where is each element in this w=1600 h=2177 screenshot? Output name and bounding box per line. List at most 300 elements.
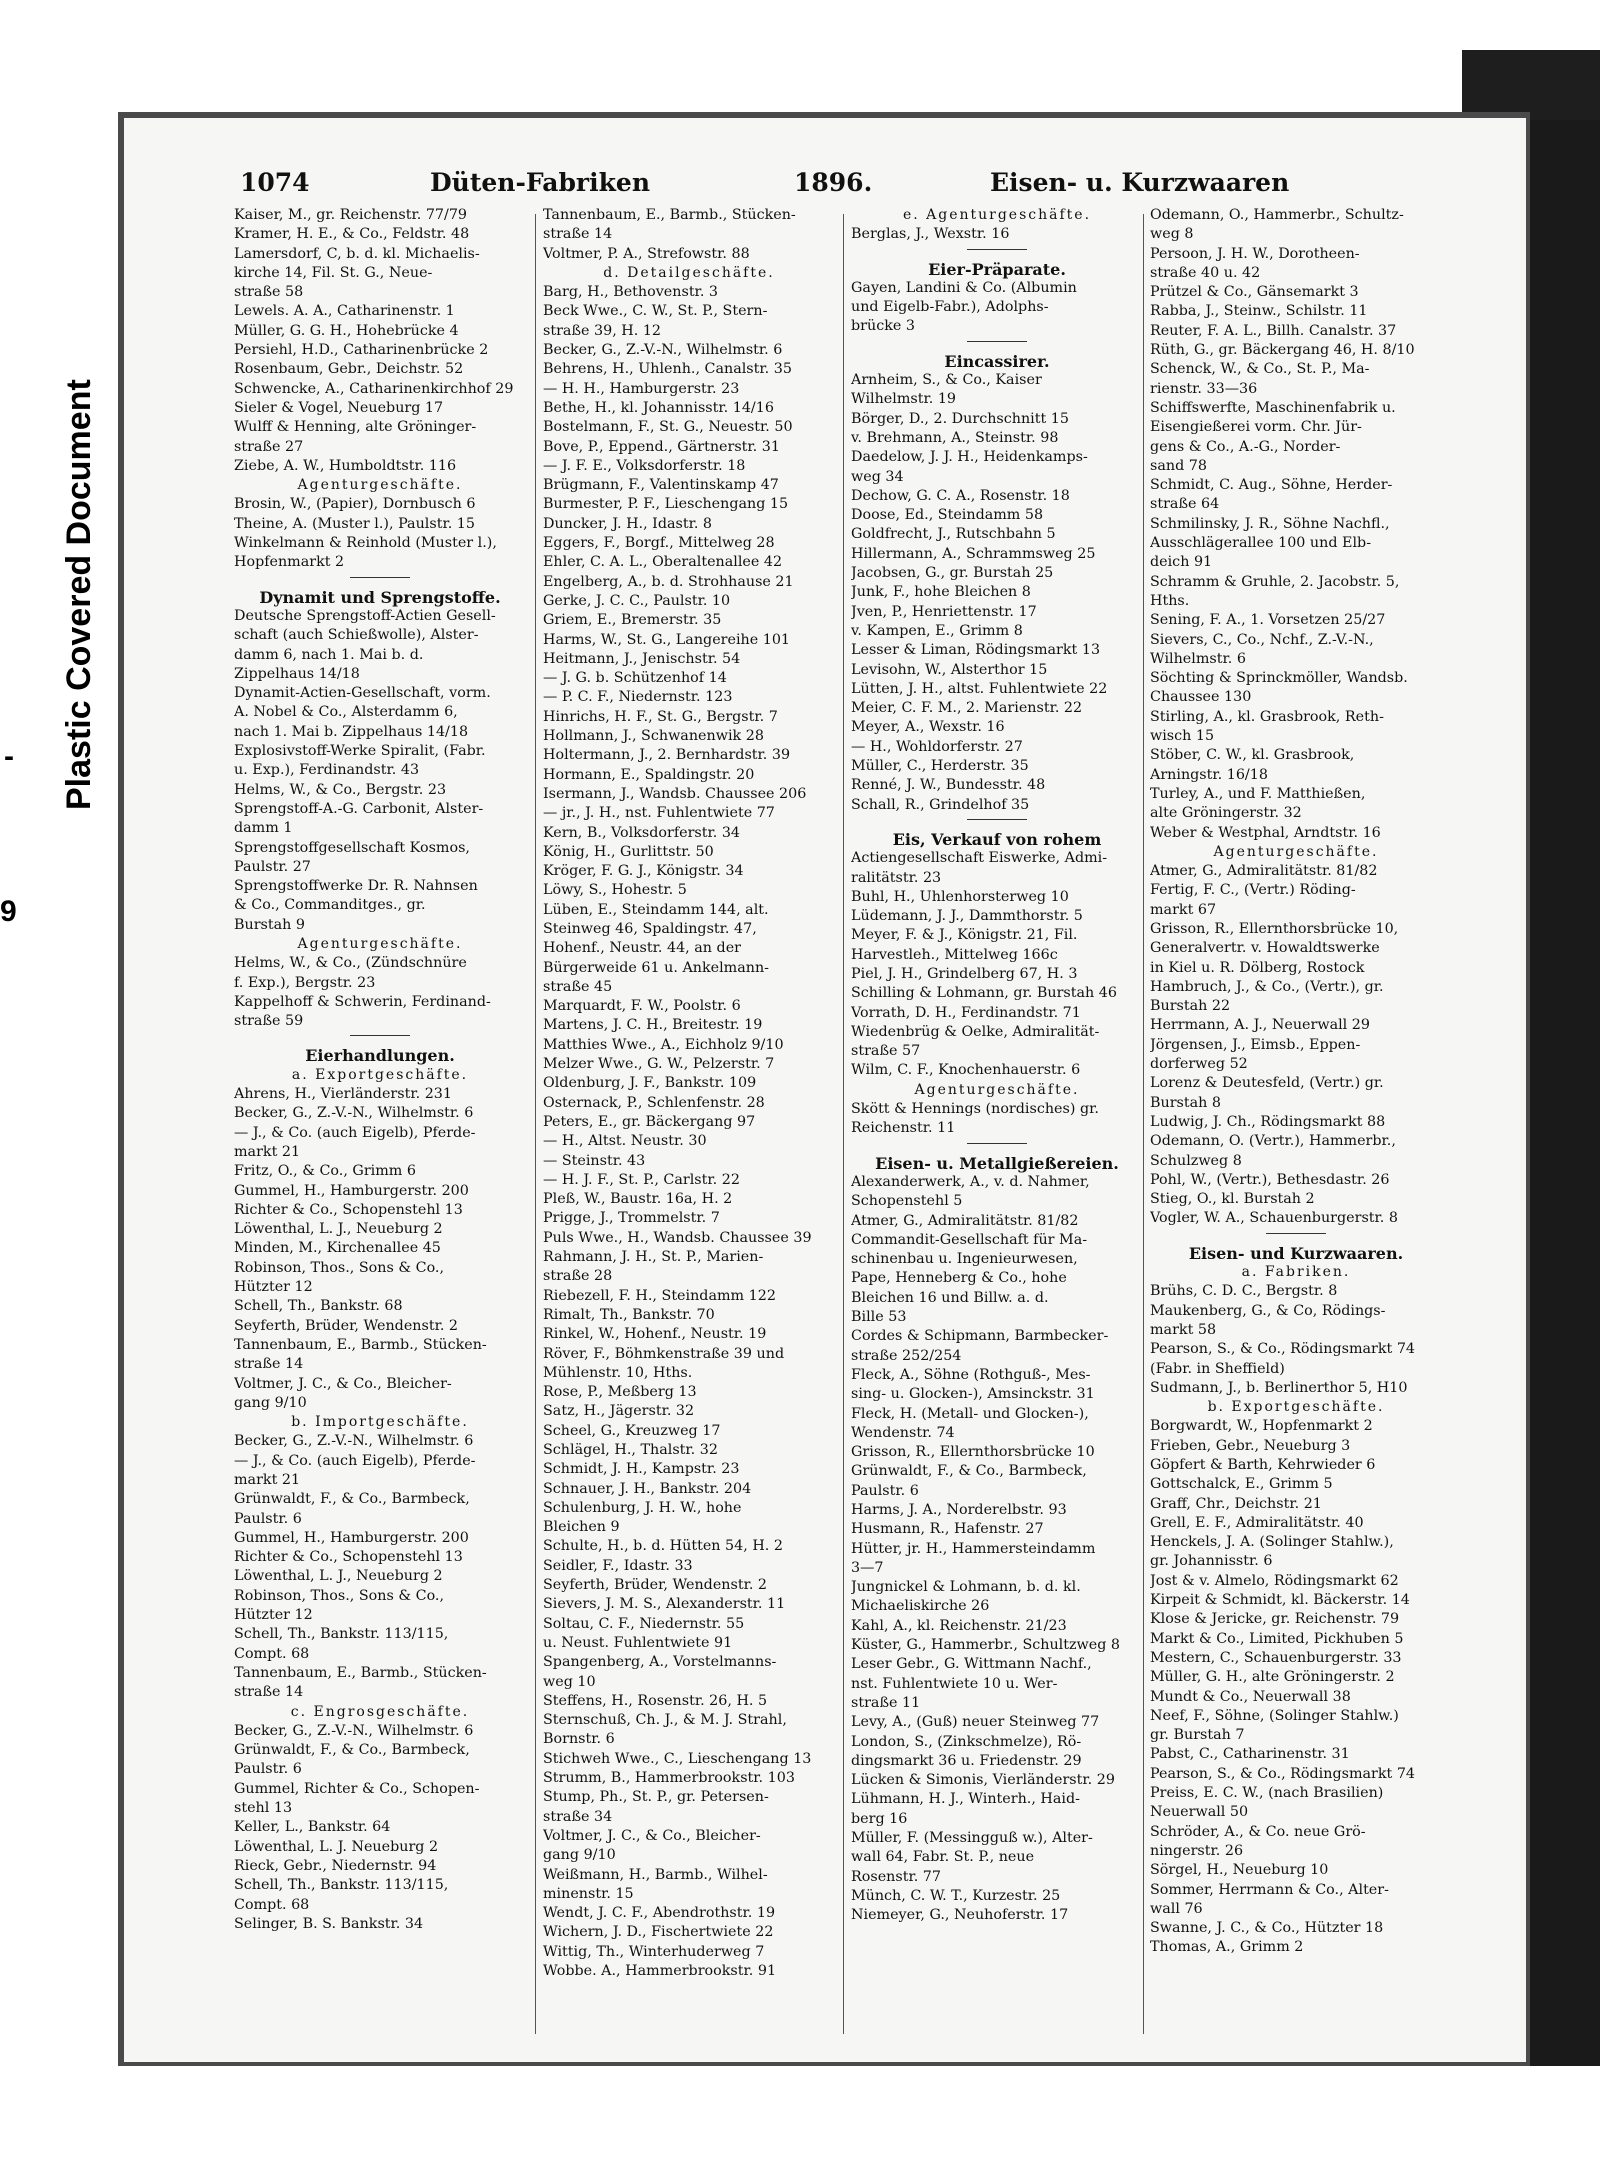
directory-entry: Seyferth, Brüder, Wendenstr. 2 (234, 1317, 459, 1334)
subsection-label: e. Agenturgeschäfte. (902, 207, 1092, 223)
directory-entry: Rosenstr. 77 (851, 1868, 942, 1885)
directory-entry: Wilhelmstr. 6 (1150, 650, 1246, 667)
directory-entry: Röver, F., Böhmkenstraße 39 und (543, 1345, 785, 1362)
directory-entry: sand 78 (1150, 457, 1207, 474)
directory-entry: — P. C. F., Niedernstr. 123 (543, 689, 733, 706)
directory-entry: Vogler, W. A., Schauenburgerstr. 8 (1150, 1210, 1398, 1227)
directory-entry: Jacobsen, G., gr. Burstah 25 (851, 565, 1054, 582)
subsection-label: b. Importgeschäfte. (291, 1414, 469, 1431)
directory-entry: straße 57 (851, 1043, 921, 1060)
section-divider (1266, 1233, 1326, 1234)
directory-entry: Meyer, A., Wexstr. 16 (851, 719, 1005, 736)
directory-entry: Schwencke, A., Catharinenkirchhof 29 (234, 380, 514, 397)
directory-entry: Scheel, G., Kreuzweg 17 (543, 1422, 721, 1439)
directory-entry: Bille 53 (851, 1309, 907, 1326)
directory-entry: Ahrens, H., Vierländerstr. 231 (234, 1086, 452, 1103)
subsection-label: Agenturgeschäfte. (297, 477, 463, 494)
directory-entry: Kröger, F. G. J., Königstr. 34 (543, 863, 744, 880)
directory-entry: Lamersdorf, C, b. d. kl. Michaelis- (234, 245, 480, 262)
directory-entry: Skött & Hennings (nordisches) gr. (851, 1101, 1099, 1118)
category-heading: Eincassirer. (944, 351, 1050, 371)
directory-entry: Pleß, W., Baustr. 16a, H. 2 (543, 1191, 733, 1208)
directory-entry: Bleichen 16 und Billw. a. d. (851, 1289, 1049, 1306)
directory-entry: Tannenbaum, E., Barmb., Stücken- (543, 207, 796, 223)
directory-entry: Schenck, W., & Co., St. P., Ma- (1150, 361, 1370, 378)
directory-entry: Hütter, jr. H., Hammersteindamm (851, 1540, 1096, 1557)
directory-entry: Müller, C., Herderstr. 35 (851, 758, 1029, 775)
page-number: 1074 (240, 168, 310, 197)
directory-entry: — J. F. E., Volksdorferstr. 18 (543, 457, 746, 474)
directory-entry: Göpfert & Barth, Kehrwieder 6 (1150, 1457, 1376, 1473)
directory-entry: Grell, E. F., Admiralitätstr. 40 (1150, 1514, 1364, 1531)
section-divider (350, 577, 410, 578)
directory-entry: kirche 14, Fil. St. G., Neue- (234, 264, 433, 281)
column-rule (843, 214, 844, 2034)
directory-entry: — H., Altst. Neustr. 30 (543, 1133, 707, 1150)
directory-entry: Sievers, C., Co., Nchf., Z.-V.-N., (1150, 631, 1374, 648)
directory-entry: gr. Johannisstr. 6 (1150, 1553, 1273, 1570)
left-running-title: Düten-Fabriken (430, 168, 650, 197)
directory-entry: Tannenbaum, E., Barmb., Stücken- (234, 1336, 487, 1353)
directory-entry: nach 1. Mai b. Zippelhaus 14/18 (234, 723, 469, 740)
subsection-label: Agenturgeschäfte. (297, 935, 463, 952)
category-heading: Eierhandlungen. (305, 1046, 455, 1066)
directory-entry: A. Nobel & Co., Alsterdamm 6, (234, 704, 458, 721)
directory-entry: Hopfenmarkt 2 (234, 554, 345, 571)
directory-entry: Selinger, B. S. Bankstr. 34 (234, 1915, 424, 1932)
directory-entry: Seyferth, Brüder, Wendenstr. 2 (543, 1577, 768, 1594)
directory-entry: Gummel, H., Hamburgerstr. 200 (234, 1182, 469, 1199)
directory-entry: Klose & Jericke, gr. Reichenstr. 79 (1150, 1611, 1400, 1628)
directory-entry: Osternack, P., Schlenfenstr. 28 (543, 1094, 765, 1111)
directory-entry: — H. H., Hamburgerstr. 23 (543, 380, 740, 397)
directory-column (543, 206, 835, 2046)
directory-entry: Becker, G., Z.-V.-N., Wilhelmstr. 6 (543, 342, 783, 359)
directory-entry: Voltmer, J. C., & Co., Bleicher- (543, 1827, 761, 1844)
directory-entry: Wulff & Henning, alte Gröninger- (234, 419, 477, 436)
directory-entry: Frieben, Gebr., Neueburg 3 (1150, 1437, 1351, 1454)
directory-entry: Grisson, R., Ellernthorsbrücke 10, (1150, 920, 1399, 937)
directory-entry: straße 58 (234, 284, 304, 301)
edge-mark: - (4, 740, 14, 773)
directory-entry: Spangenberg, A., Vorstelmanns- (543, 1654, 777, 1671)
directory-entry: Küster, G., Hammerbr., Schultzweg 8 (851, 1637, 1121, 1654)
directory-entry: minenstr. 15 (543, 1885, 634, 1902)
directory-entry: Theine, A. (Muster l.), Paulstr. 15 (234, 515, 475, 532)
directory-entry: — J., & Co. (auch Eigelb), Pferde- (234, 1452, 476, 1469)
directory-entry: markt 58 (1150, 1321, 1217, 1338)
directory-entry: Mestern, C., Schauenburgerstr. 33 (1150, 1649, 1402, 1666)
directory-entry: Neuerwall 50 (1150, 1804, 1249, 1821)
directory-entry: Meyer, F. & J., Königstr. 21, Fil. (851, 927, 1078, 944)
directory-entry: Löwenthal, L. J., Neueburg 2 (234, 1221, 443, 1238)
directory-entry: Duncker, J. H., Idastr. 8 (543, 515, 713, 532)
directory-entry: brücke 3 (851, 318, 915, 335)
directory-entry: Bornstr. 6 (543, 1731, 615, 1748)
directory-entry: Bleichen 9 (543, 1519, 620, 1536)
directory-entry: Henckels, J. A. (Solinger Stahlw.), (1150, 1534, 1394, 1551)
directory-entry: Fertig, F. C., (Vertr.) Röding- (1150, 882, 1356, 899)
directory-entry: Gummel, H., Hamburgerstr. 200 (234, 1529, 469, 1546)
directory-entry: Schiffswerfte, Maschinenfabrik u. (1150, 399, 1396, 416)
directory-entry: Kaiser, M., gr. Reichenstr. 77/79 (234, 207, 468, 223)
directory-entry: Wendt, J. C. F., Abendrothstr. 19 (543, 1905, 776, 1922)
directory-entry: Isermann, J., Wandsb. Chaussee 206 (543, 785, 807, 802)
directory-entry: Ludwig, J. Ch., Rödingsmarkt 88 (1150, 1113, 1386, 1130)
directory-entry: Chaussee 130 (1150, 689, 1252, 706)
directory-entry: König, H., Gurlittstr. 50 (543, 843, 714, 860)
directory-entry: markt 21 (234, 1143, 301, 1160)
directory-entry: Jost & v. Almelo, Rödingsmarkt 62 (1150, 1572, 1399, 1589)
category-heading: Dynamit und Sprengstoffe. (259, 587, 501, 607)
directory-entry: Löwenthal, L. J. Neueburg 2 (234, 1838, 439, 1855)
directory-entry: Robinson, Thos., Sons & Co., (234, 1259, 445, 1276)
directory-entry: Sternschuß, Ch. J., & M. J. Strahl, (543, 1712, 787, 1729)
directory-entry: Holtermann, J., 2. Bernhardstr. 39 (543, 747, 791, 764)
directory-entry: Neef, F., Söhne, (Solinger Stahlw.) (1150, 1707, 1399, 1724)
directory-entry: Turley, A., und F. Matthießen, (1150, 785, 1366, 802)
directory-entry: Becker, G., Z.-V.-N., Wilhelmstr. 6 (234, 1105, 474, 1122)
category-heading: Eisen- u. Metallgießereien. (875, 1153, 1119, 1173)
directory-entry: Stichweh Wwe., C., Lieschengang 13 (543, 1750, 812, 1767)
directory-entry: gr. Burstah 7 (1150, 1727, 1245, 1744)
directory-entry: Persiehl, H.D., Catharinenbrücke 2 (234, 342, 489, 359)
directory-entry: Weber & Westphal, Arndtstr. 16 (1150, 824, 1381, 841)
directory-entry: Ziebe, A. W., Humboldtstr. 116 (234, 457, 457, 474)
directory-entry: Müller, G. G. H., Hohebrücke 4 (234, 322, 459, 339)
directory-entry: Maukenberg, G., & Co, Rödings- (1150, 1302, 1386, 1319)
directory-entry: Paulstr. 6 (234, 1761, 302, 1778)
directory-entry: Persoon, J. H. W., Dorotheen- (1150, 245, 1360, 262)
directory-entry: Niemeyer, G., Neuhoferstr. 17 (851, 1907, 1069, 1924)
directory-entry: alte Gröningerstr. 32 (1150, 805, 1302, 822)
directory-entry: nst. Fuhlentwiete 10 u. Wer- (851, 1675, 1058, 1692)
directory-entry: Lüben, E., Steindamm 144, alt. (543, 901, 769, 918)
directory-entry: Stump, Ph., St. P., gr. Petersen- (543, 1789, 769, 1806)
directory-entry: Minden, M., Kirchenallee 45 (234, 1240, 441, 1257)
directory-entry: Bürgerweide 61 u. Ankelmann- (543, 959, 770, 976)
directory-entry: und Eigelb-Fabr.), Adolphs- (851, 299, 1049, 316)
page-header (240, 168, 1430, 208)
directory-entry: Lesser & Liman, Rödingsmarkt 13 (851, 642, 1101, 659)
directory-entry: wisch 15 (1150, 728, 1215, 745)
column-rule (535, 214, 536, 2034)
directory-entry: Voltmer, J. C., & Co., Bleicher- (234, 1375, 452, 1392)
directory-entry: Brügmann, F., Valentinskamp 47 (543, 477, 779, 494)
directory-entry: Lorenz & Deutesfeld, (Vertr.) gr. (1150, 1075, 1384, 1092)
directory-entry: Soltau, C. F., Niedernstr. 55 (543, 1615, 745, 1632)
directory-entry: Becker, G., Z.-V.-N., Wilhelmstr. 6 (234, 1433, 474, 1450)
directory-entry: Satz, H., Jägerstr. 32 (543, 1403, 695, 1420)
directory-entry: Grisson, R., Ellernthorsbrücke 10 (851, 1444, 1095, 1461)
directory-entry: Stirling, A., kl. Grasbrook, Reth- (1150, 708, 1384, 725)
directory-entry: markt 21 (234, 1472, 301, 1488)
directory-entry: straße 39, H. 12 (543, 322, 662, 339)
page-year: 1896. (794, 168, 873, 197)
directory-entry: Ehler, C. A. L., Oberaltenallee 42 (543, 554, 783, 571)
directory-entry: Hinrichs, H. F., St. G., Bergstr. 7 (543, 708, 778, 725)
directory-entry: Martens, J. C. H., Breitestr. 19 (543, 1017, 763, 1034)
directory-entry: Meier, C. F. M., 2. Marienstr. 22 (851, 700, 1083, 717)
directory-entry: Mundt & Co., Neuerwall 38 (1150, 1688, 1351, 1705)
directory-entry: Arnheim, S., & Co., Kaiser (851, 372, 1042, 389)
directory-entry: Hohenf., Neustr. 44, an der (543, 940, 741, 957)
directory-entry: Schulenburg, J. H. W., hohe (543, 1499, 742, 1516)
directory-entry: Keller, L., Bankstr. 64 (234, 1819, 391, 1836)
directory-entry: Schell, Th., Bankstr. 68 (234, 1298, 403, 1315)
directory-entry: Reuter, F. A. L., Billh. Canalstr. 37 (1150, 322, 1397, 339)
directory-entry: Wittig, Th., Winterhuderweg 7 (543, 1943, 765, 1960)
directory-entry: Lüdemann, J. J., Dammthorstr. 5 (851, 908, 1083, 925)
directory-entry: wall 64, Fabr. St. P., neue (851, 1849, 1035, 1866)
directory-entry: Richter & Co., Schopenstehl 13 (234, 1201, 463, 1218)
directory-entry: Löwy, S., Hohestr. 5 (543, 882, 687, 899)
directory-entry: straße 14 (543, 226, 613, 243)
directory-entry: straße 34 (543, 1808, 613, 1825)
directory-entry: Hormann, E., Spaldingstr. 20 (543, 766, 755, 783)
directory-entry: Engelberg, A., b. d. Strohhause 21 (543, 573, 794, 590)
directory-entry: Schmidt, J. H., Kampstr. 23 (543, 1461, 740, 1478)
directory-entry: f. Exp.), Bergstr. 23 (234, 974, 376, 991)
directory-entry: Leser Gebr., G. Wittmann Nachf., (851, 1656, 1092, 1673)
directory-entry: Swanne, J. C., & Co., Hützter 18 (1150, 1920, 1384, 1937)
directory-entry: Müller, G. H., alte Gröningerstr. 2 (1150, 1669, 1395, 1686)
directory-entry: Compt. 68 (234, 1645, 310, 1662)
subsection-label: d. Detailgeschäfte. (603, 264, 775, 281)
directory-entry: Hollmann, J., Schwanenwik 28 (543, 728, 764, 745)
category-heading: Eis, Verkauf von rohem (892, 829, 1102, 849)
directory-entry: Levy, A., (Guß) neuer Steinweg 77 (851, 1714, 1100, 1731)
directory-entry: Sudmann, J., b. Berlinerthor 5, H10 (1150, 1379, 1408, 1396)
directory-entry: Actiengesellschaft Eiswerke, Admi- (851, 850, 1108, 867)
directory-entry: Harms, J. A., Norderelbstr. 93 (851, 1502, 1067, 1518)
directory-entry: Fritz, O., & Co., Grimm 6 (234, 1163, 416, 1180)
directory-entry: schaft (auch Schießwolle), Alster- (234, 627, 479, 644)
directory-entry: Stieg, O., kl. Burstah 2 (1150, 1191, 1315, 1208)
directory-entry: Hillermann, A., Schrammsweg 25 (851, 545, 1096, 562)
directory-entry: Grünwaldt, F., & Co., Barmbeck, (851, 1463, 1087, 1480)
column-rule (1143, 214, 1144, 2034)
directory-entry: Richter & Co., Schopenstehl 13 (234, 1549, 463, 1566)
directory-entry: Kahl, A., kl. Reichenstr. 21/23 (851, 1617, 1067, 1634)
directory-entry: v. Brehmann, A., Steinstr. 98 (851, 429, 1059, 446)
directory-entry: Explosivstoff-Werke Spiralit, (Fabr. (234, 743, 486, 760)
directory-entry: Fleck, A., Söhne (Rothguß-, Mes- (851, 1366, 1091, 1383)
section-divider (967, 341, 1027, 342)
directory-entry: ralitätstr. 23 (851, 869, 942, 886)
directory-entry: Jungnickel & Lohmann, b. d. kl. (851, 1579, 1081, 1596)
scan-border-right (1530, 120, 1600, 2066)
directory-entry: Helms, W., & Co., (Zündschnüre (234, 955, 467, 972)
subsection-label: a. Exportgeschäfte. (291, 1066, 469, 1083)
directory-entry: Pape, Henneberg & Co., hohe (851, 1270, 1067, 1287)
directory-entry: gang 9/10 (234, 1394, 307, 1411)
directory-entry: Atmer, G., Admiralitätstr. 81/82 (1150, 863, 1378, 880)
section-divider (967, 1143, 1027, 1144)
directory-entry: Jörgensen, J., Eimsb., Eppen- (1150, 1036, 1361, 1053)
subsection-label: Agenturgeschäfte. (914, 1081, 1080, 1098)
directory-entry: Fleck, H. (Metall- und Glocken-), (851, 1405, 1089, 1422)
directory-entry: Müller, F. (Messingguß w.), Alter- (851, 1830, 1093, 1847)
directory-entry: dorferweg 52 (1150, 1056, 1248, 1073)
directory-entry: Generalvertr. v. Howaldtswerke (1150, 940, 1380, 957)
directory-entry: Seidler, F., Idastr. 33 (543, 1557, 693, 1574)
directory-entry: Steffens, H., Rosenstr. 26, H. 5 (543, 1692, 768, 1709)
directory-entry: — Steinstr. 43 (543, 1152, 646, 1169)
document-page (124, 118, 1526, 2062)
directory-entry: Hützter 12 (234, 1607, 313, 1624)
directory-entry: dingsmarkt 36 u. Friedenstr. 29 (851, 1752, 1082, 1769)
category-heading: Eisen- und Kurzwaaren. (1188, 1243, 1404, 1263)
directory-entry: damm 6, nach 1. Mai b. d. (234, 646, 424, 663)
directory-entry: Piel, J. H., Grindelberg 67, H. 3 (851, 965, 1078, 982)
directory-entry: Schall, R., Grindelhof 35 (851, 796, 1030, 813)
directory-entry: Sprengstoffwerke Dr. R. Nahnsen (234, 878, 478, 895)
directory-entry: Jven, P., Henriettenstr. 17 (851, 603, 1037, 620)
directory-entry: Cordes & Schipmann, Barmbecker- (851, 1328, 1109, 1345)
directory-entry: straße 11 (851, 1694, 921, 1711)
directory-entry: Odemann, O. (Vertr.), Hammerbr., (1150, 1133, 1396, 1150)
directory-entry: Schröder, A., & Co. neue Grö- (1150, 1823, 1366, 1840)
directory-entry: Michaeliskirche 26 (851, 1598, 990, 1615)
directory-entry: Hützter 12 (234, 1279, 313, 1296)
directory-entry: Odemann, O., Hammerbr., Schultz- (1150, 207, 1404, 223)
directory-entry: Voltmer, P. A., Strefowstr. 88 (543, 245, 750, 262)
directory-entry: Paulstr. 27 (234, 858, 311, 875)
directory-entry: straße 40 u. 42 (1150, 264, 1261, 281)
right-running-title: Eisen- u. Kurzwaaren (990, 168, 1290, 197)
directory-entry: straße 27 (234, 438, 304, 455)
directory-entry: Söchting & Sprinckmöller, Wandsb. (1150, 670, 1408, 687)
edge-mark: 9 (0, 895, 17, 928)
directory-entry: straße 14 (234, 1356, 304, 1373)
directory-entry: Schnauer, J. H., Bankstr. 204 (543, 1480, 752, 1497)
section-divider (350, 1035, 410, 1036)
directory-entry: Tannenbaum, E., Barmb., Stücken- (234, 1664, 487, 1681)
directory-entry: Börger, D., 2. Durchschnitt 15 (851, 410, 1069, 427)
section-divider (967, 819, 1027, 820)
directory-entry: — H., Wohldorferstr. 27 (851, 738, 1023, 755)
directory-entry: Peters, E., gr. Bäckergang 97 (543, 1113, 756, 1130)
directory-entry: Burmester, P. F., Lieschengang 15 (543, 496, 789, 513)
directory-entry: Brühs, C. D. C., Bergstr. 8 (1150, 1283, 1338, 1300)
directory-entry: Strumm, B., Hammerbrookstr. 103 (543, 1770, 795, 1787)
directory-entry: Wobbe. A., Hammerbrookstr. 91 (543, 1963, 777, 1980)
directory-entry: Commandit-Gesellschaft für Ma- (851, 1231, 1088, 1248)
directory-entry: Sprengstoffgesellschaft Kosmos, (234, 839, 470, 856)
directory-entry: Wilhelmstr. 19 (851, 391, 957, 408)
directory-entry: Thomas, A., Grimm 2 (1150, 1939, 1304, 1956)
directory-entry: Burstah 8 (1150, 1094, 1222, 1111)
directory-entry: Graff, Chr., Deichstr. 21 (1150, 1495, 1322, 1512)
directory-entry: weg 34 (851, 468, 904, 485)
directory-entry: u. Neust. Fuhlentwiete 91 (543, 1634, 733, 1651)
directory-entry: sing- u. Glocken-), Amsinckstr. 31 (851, 1386, 1095, 1403)
directory-entry: Vorrath, D. H., Ferdinandstr. 71 (851, 1004, 1081, 1021)
subsection-label: Agenturgeschäfte. (1213, 843, 1379, 860)
directory-entry: Griem, E., Bremerstr. 35 (543, 612, 722, 629)
directory-entry: — J. G. b. Schützenhof 14 (543, 670, 727, 687)
directory-entry: Schell, Th., Bankstr. 113/115, (234, 1626, 449, 1643)
directory-entry: straße 252/254 (851, 1347, 962, 1364)
directory-entry: Beck Wwe., C. W., St. P., Stern- (543, 303, 768, 320)
directory-entry: Gummel, Richter & Co., Schopen- (234, 1780, 480, 1797)
directory-entry: Puls Wwe., H., Wandsb. Chaussee 39 (543, 1229, 812, 1246)
directory-entry: Schramm & Gruhle, 2. Jacobstr. 5, (1150, 573, 1400, 590)
directory-entry: weg 10 (543, 1673, 596, 1690)
directory-entry: Wichern, J. D., Fischertwiete 22 (543, 1924, 774, 1941)
directory-entry: Pabst, C., Catharinenstr. 31 (1150, 1746, 1350, 1763)
directory-entry: Behrens, H., Uhlenh., Canalstr. 35 (543, 361, 792, 378)
directory-entry: Daedelow, J. J. H., Heidenkamps- (851, 449, 1088, 466)
directory-entry: Schmidt, C. Aug., Söhne, Herder- (1150, 477, 1393, 494)
directory-entry: Hths. (1150, 592, 1190, 609)
directory-entry: Harms, W., St. G., Langereihe 101 (543, 631, 791, 648)
directory-entry: Sening, F. A., 1. Vorsetzen 25/27 (1150, 612, 1386, 629)
directory-entry: Junk, F., hohe Bleichen 8 (851, 584, 1031, 601)
directory-entry: Gayen, Landini & Co. (Albumin (851, 279, 1077, 296)
directory-entry: Burstah 22 (1150, 998, 1231, 1015)
directory-entry: Schmilinsky, J. R., Söhne Nachfl., (1150, 515, 1390, 532)
directory-entry: Gerke, J. C. C., Paulstr. 10 (543, 592, 731, 609)
directory-entry: Schulzweg 8 (1150, 1152, 1242, 1169)
directory-entry: Schell, Th., Bankstr. 113/115, (234, 1877, 449, 1894)
directory-entry: Weißmann, H., Barmb., Wilhel- (543, 1866, 768, 1883)
directory-entry: Burstah 9 (234, 916, 306, 933)
section-divider (967, 249, 1027, 250)
directory-entry: Eggers, F., Borgf., Mittelweg 28 (543, 535, 775, 552)
directory-entry: damm 1 (234, 820, 293, 837)
directory-entry: stehl 13 (234, 1800, 293, 1817)
directory-entry: Eisengießerei vorm. Chr. Jür- (1150, 419, 1362, 436)
directory-column (851, 206, 1143, 2046)
directory-entry: Sörgel, H., Neueburg 10 (1150, 1862, 1329, 1879)
directory-entry: Goldfrecht, J., Rutschbahn 5 (851, 526, 1056, 543)
directory-entry: Winkelmann & Reinhold (Muster l.), (234, 535, 497, 552)
subsection-label: c. Engrosgeschäfte. (290, 1703, 470, 1720)
directory-entry: & Co., Commanditges., gr. (234, 897, 426, 914)
directory-entry: Zippelhaus 14/18 (234, 665, 360, 682)
directory-entry: Dynamit-Actien-Gesellschaft, vorm. (234, 685, 491, 702)
subsection-label: a. Fabriken. (1241, 1264, 1351, 1281)
directory-column (1150, 206, 1442, 2046)
directory-entry: Gottschalck, E., Grimm 5 (1150, 1476, 1333, 1493)
directory-entry: Schopenstehl 5 (851, 1193, 963, 1210)
directory-entry: ningerstr. 26 (1150, 1842, 1244, 1859)
directory-entry: Lütten, J. H., altst. Fuhlentwiete 22 (851, 680, 1108, 697)
directory-entry: Stöber, C. W., kl. Grasbrook, (1150, 747, 1355, 764)
directory-entry: Ausschlägerallee 100 und Elb- (1150, 535, 1372, 552)
directory-entry: Buhl, H., Uhlenhorsterweg 10 (851, 888, 1069, 905)
directory-entry: schinenbau u. Ingenieurwesen, (851, 1251, 1078, 1268)
directory-entry: — jr., J. H., nst. Fuhlentwiete 77 (543, 805, 775, 822)
directory-entry: Münch, C. W. T., Kurzestr. 25 (851, 1887, 1061, 1904)
directory-entry: Kappelhoff & Schwerin, Ferdinand- (234, 993, 491, 1010)
directory-entry: Reichenstr. 11 (851, 1120, 956, 1137)
sidebar (0, 0, 98, 2177)
directory-entry: Rimalt, Th., Bankstr. 70 (543, 1306, 715, 1323)
directory-entry: Paulstr. 6 (851, 1482, 919, 1499)
directory-entry: Riebezell, F. H., Steindamm 122 (543, 1287, 776, 1304)
directory-entry: straße 59 (234, 1013, 304, 1030)
directory-entry: straße 14 (234, 1684, 304, 1701)
directory-entry: Lücken & Simonis, Vierländerstr. 29 (851, 1772, 1115, 1789)
directory-entry: Rabba, J., Steinw., Schilstr. 11 (1150, 303, 1368, 320)
directory-entry: Schlägel, H., Thalstr. 32 (543, 1442, 718, 1458)
directory-entry: Helms, W., & Co., Bergstr. 23 (234, 781, 447, 798)
directory-entry: Wendenstr. 74 (851, 1424, 955, 1441)
directory-entry: berg 16 (851, 1810, 908, 1827)
